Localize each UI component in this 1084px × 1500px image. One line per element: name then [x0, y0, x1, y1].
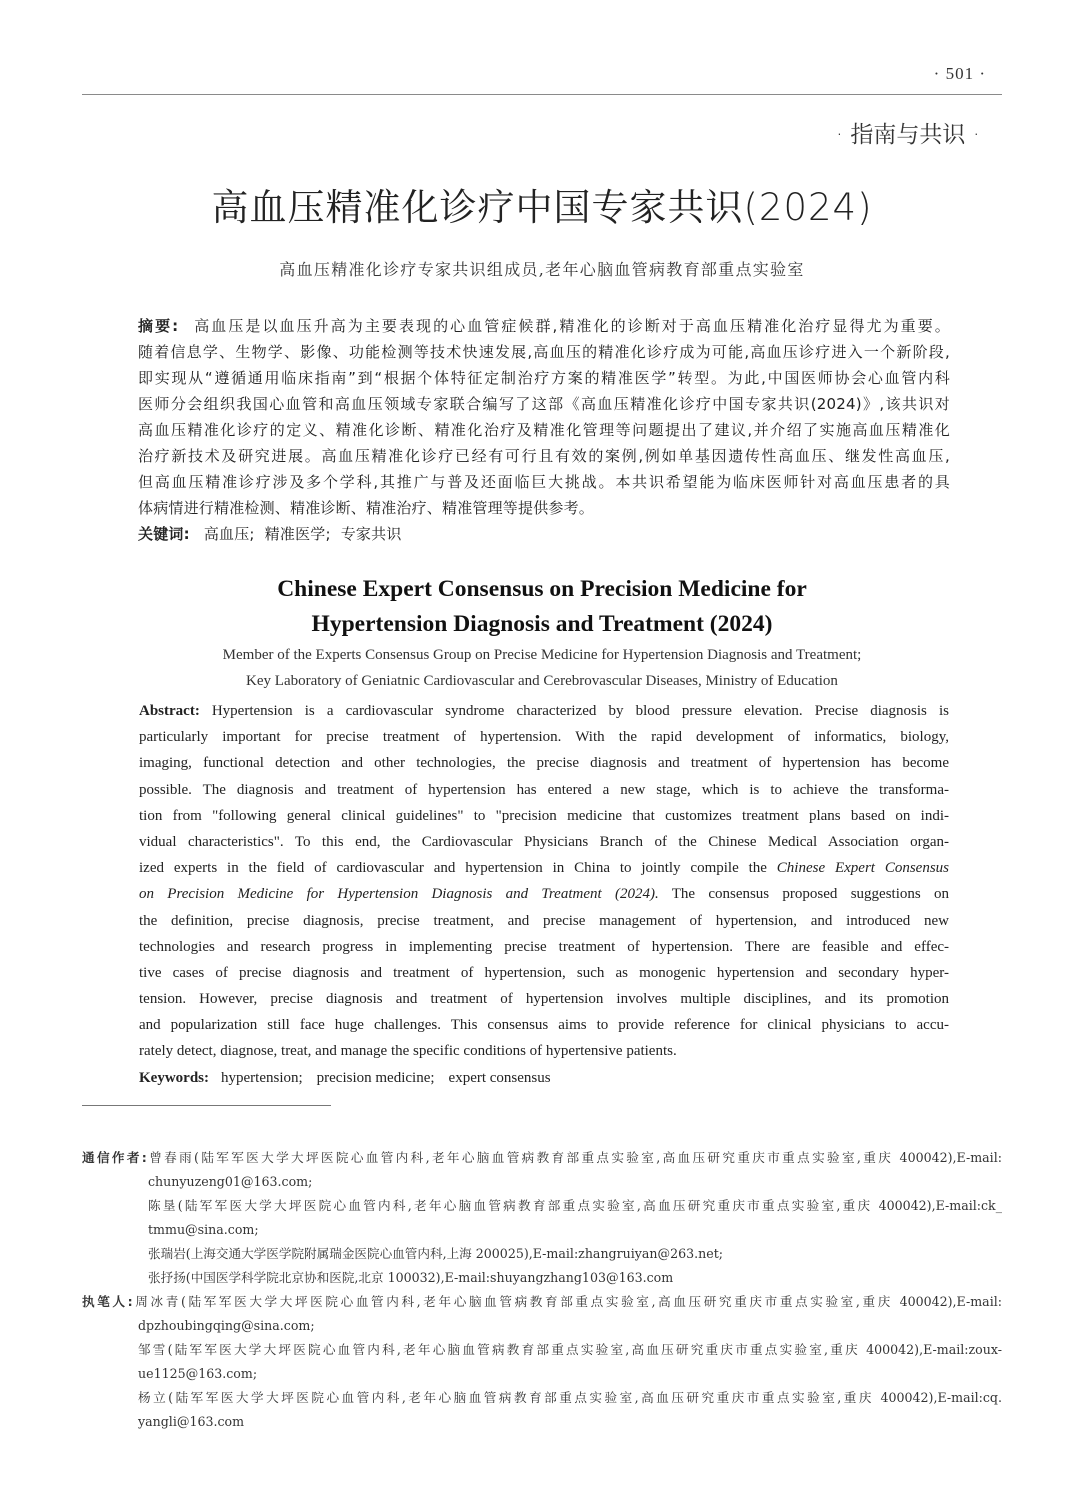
keyword-en: hypertension;: [221, 1069, 303, 1086]
english-affiliation-line-2: Key Laboratory of Geniatnic Cardiovascular and Cerebrovascular Diseases, Ministry of Education: [246, 673, 838, 689]
abstract-en-line: rately detect, diagnose, treat, and manage the specific conditions of hypertensive patients.: [139, 1043, 677, 1060]
abstract-en-line: tive cases of precise diagnosis and treatment of hypertension, such as monogenic hypertension and secondary hyper-: [139, 964, 949, 981]
abstract-en-text: The consensus proposed suggestions on: [658, 886, 949, 903]
abstract-en-line: tension. However, precise diagnosis and treatment of hypertension involves multiple disciplines, and its promotion: [139, 991, 949, 1008]
keyword-en: expert consensus: [448, 1069, 551, 1086]
abstract-en-line: possible. The diagnosis and treatment of hypertension has entered a new stage, which is to achieve the transforma-: [139, 781, 949, 798]
abstract-en: [139, 698, 949, 1091]
footnote-rule: [82, 1105, 331, 1106]
abstract-en-line: the definition, precise diagnosis, precise treatment, and precise management of hypertension, and introduced new: [139, 912, 949, 929]
abstract-cn-line: 体病情进行精准检测、精准诊断、精准治疗、精准管理等提供参考。: [138, 499, 595, 517]
footnotes: [82, 1146, 1002, 1434]
english-title-line-1: Chinese Expert Consensus on Precision Medicine for: [277, 576, 807, 602]
footnote-line: 邹雪(陆军军医大学大坪医院心血管内科,老年心脑血管病教育部重点实验室,高血压研究重庆市重点实验室,重庆 400042),E-mail:zoux-: [138, 1342, 1002, 1357]
cited-title-italic: Chinese Expert Consensus: [776, 860, 949, 877]
abstract-cn-label: 摘要:: [138, 317, 179, 335]
english-affiliation-line-1: Member of the Experts Consensus Group on Precise Medicine for Hypertension Diagnosis and Treatment;: [222, 647, 862, 663]
footnote-line: chunyuzeng01@163.com;: [148, 1174, 313, 1189]
abstract-cn-text: 高血压是以血压升高为主要表现的心血管症候群,精准化的诊断对于高血压精准化治疗显得尤为重要。: [192, 317, 950, 335]
footnote-text: 周冰青(陆军军医大学大坪医院心血管内科,老年心脑血管病教育部重点实验室,高血压研究重庆市重点实验室,重庆 400042),E-mail:: [132, 1294, 1002, 1309]
abstract-en-line: imaging, functional detection and other technologies, the precise diagnosis and treatment of hypertension has become: [139, 755, 949, 772]
abstract-en-line: [139, 698, 949, 724]
abstract-en-text: ized experts in the field of cardiovascular and hypertension in China to jointly compile the: [139, 860, 777, 877]
abstract-en-line: particularly important for precise treatment of hypertension. With the rapid development of informatics, biology,: [139, 729, 949, 746]
cited-title-italic: on Precision Medicine for Hypertension Diagnosis and Treatment (2024).: [139, 886, 659, 903]
abstract-en-text: Hypertension is a cardiovascular syndrome characterized by blood pressure elevation. Precise diagnosis is: [211, 703, 949, 719]
keyword-cn: 精准医学;: [264, 525, 331, 543]
footnote-line: ue1125@163.com;: [138, 1366, 258, 1381]
keywords-en: [139, 1065, 949, 1091]
keywords-cn-label: 关键词:: [138, 525, 190, 543]
keywords-en-label: Keywords:: [139, 1069, 209, 1086]
footnote-line: dpzhoubingqing@sina.com;: [138, 1318, 315, 1333]
abstract-en-line: [139, 881, 949, 907]
english-title-line-2: Hypertension Diagnosis and Treatment (2024): [311, 611, 773, 637]
footnote-line: 陈垦(陆军军医大学大坪医院心血管内科,老年心脑血管病教育部重点实验室,高血压研究重庆市重点实验室,重庆 400042),E-mail:ck_: [148, 1198, 1002, 1213]
footnote-line: yangli@163.com: [138, 1414, 245, 1429]
abstract-cn-line: 治疗新技术及研究进展。高血压精准化诊疗已经有可行且有效的案例,例如单基因遗传性高血压、继发性高血压,: [138, 447, 950, 465]
footnote-line: 张瑞岩(上海交通大学医学院附属瑞金医院心血管内科,上海 200025),E-mail:zhangruiyan@263.net;: [148, 1246, 724, 1261]
footnote-line: tmmu@sina.com;: [148, 1222, 259, 1237]
keyword-en: precision medicine;: [316, 1069, 435, 1086]
writer-label: 执笔人:: [82, 1294, 133, 1309]
abstract-en-line: and popularization still face huge challenges. This consensus aims to provide reference for clinical physicians to accu-: [139, 1017, 949, 1034]
abstract-cn-line: 医师分会组织我国心血管和高血压领域专家联合编写了这部《高血压精准化诊疗中国专家共识(2024)》,该共识对: [138, 395, 950, 413]
footnote-line: [82, 1146, 1002, 1170]
abstract-cn-line: 随着信息学、生物学、影像、功能检测等技术快速发展,高血压的精准化诊疗成为可能,高血压诊疗进入一个新阶段,: [138, 343, 950, 361]
abstract-en-line: vidual characteristics". To this end, the Cardiovascular Physicians Branch of the Chinese Medical Association organ-: [139, 833, 949, 850]
footnote-line: [82, 1290, 1002, 1314]
abstract-cn-line: 即实现从“遵循通用临床指南”到“根据个体特征定制治疗方案的精准医学”转型。为此,中国医师协会心血管内科: [138, 369, 950, 387]
abstract-en-label: Abstract:: [139, 703, 200, 719]
abstract-en-line: technologies and research progress in implementing precise treatment of hypertension. There are feasible and effec-: [139, 938, 949, 955]
header-rule: [82, 94, 1002, 95]
abstract-en-line: [139, 855, 949, 881]
authors-cn: 高血压精准化诊疗专家共识组成员,老年心脑血管病教育部重点实验室: [279, 260, 805, 279]
keyword-cn: 高血压;: [203, 525, 255, 543]
abstract-cn-line: 但高血压精准诊疗涉及多个学科,其推广与普及还面临巨大挑战。本共识希望能为临床医师针对高血压患者的具: [138, 473, 950, 491]
footnote-line: 张抒扬(中国医学科学院北京协和医院,北京 100032),E-mail:shuyangzhang103@163.com: [148, 1270, 674, 1285]
corresponding-author-label: 通信作者:: [82, 1150, 147, 1165]
keywords-cn: [138, 521, 950, 547]
page-number: · 501 ·: [933, 64, 986, 83]
abstract-en-line: tion from "following general clinical guidelines" to "precision medicine that customizes treatment plans based on indi-: [139, 807, 949, 824]
column-label: · 指南与共识 ·: [835, 122, 980, 148]
footnote-text: 曾春雨(陆军军医大学大坪医院心血管内科,老年心脑血管病教育部重点实验室,高血压研究重庆市重点实验室,重庆 400042),E-mail:: [146, 1150, 1002, 1165]
abstract-cn-line: 高血压精准化诊疗的定义、精准化诊断、精准化治疗及精准化管理等问题提出了建议,并介绍了实施高血压精准化: [138, 421, 950, 439]
abstract-cn-line: [138, 313, 950, 339]
page-title: 高血压精准化诊疗中国专家共识(2024): [211, 186, 873, 229]
footnote-line: 杨立(陆军军医大学大坪医院心血管内科,老年心脑血管病教育部重点实验室,高血压研究重庆市重点实验室,重庆 400042),E-mail:cq.: [138, 1390, 1002, 1405]
abstract-cn: [138, 313, 950, 547]
keyword-cn: 专家共识: [340, 525, 402, 543]
